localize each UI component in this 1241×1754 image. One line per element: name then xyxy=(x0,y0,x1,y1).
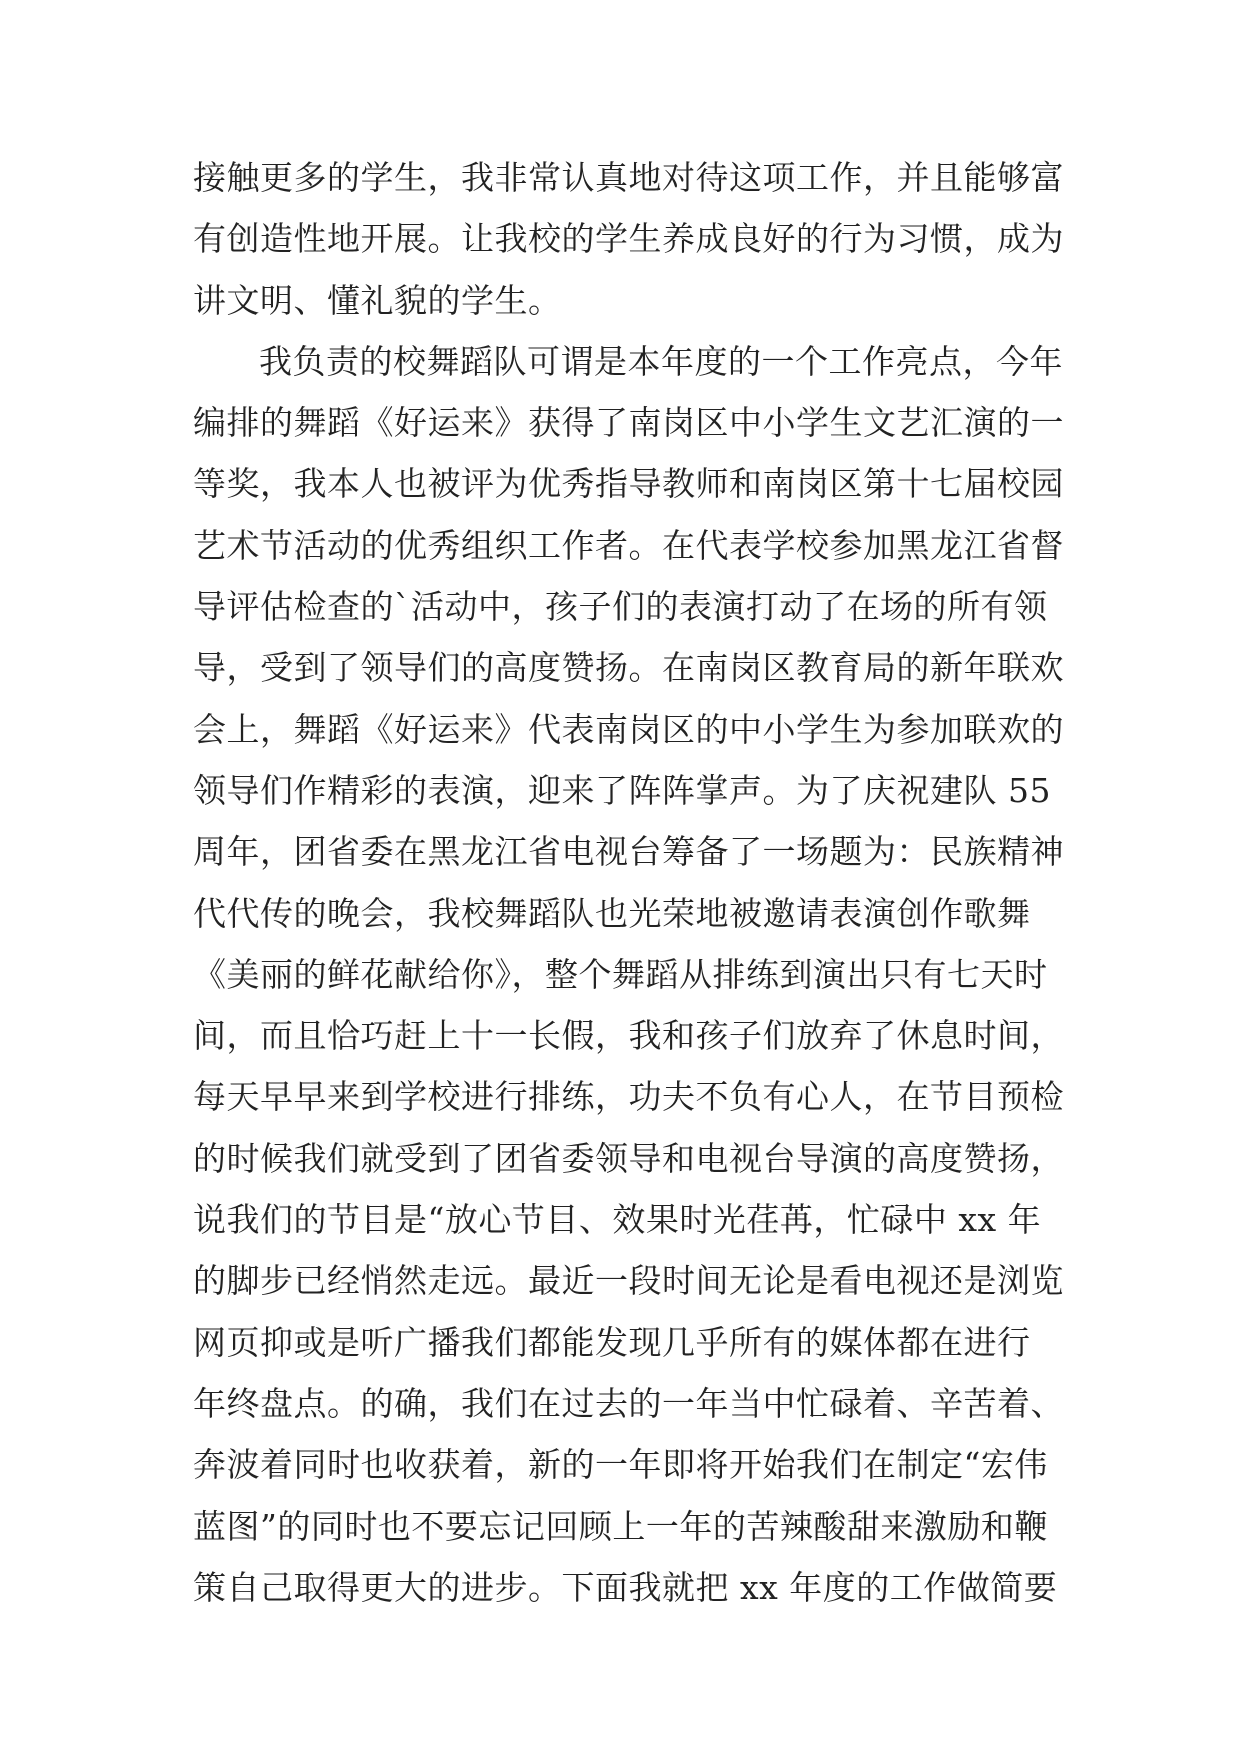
text-line: 导评估检查的`活动中，孩子们的表演打动了在场的所有领 xyxy=(193,587,1048,627)
text-line: 讲文明、懂礼貌的学生。 xyxy=(193,280,562,320)
text-line: 代代传的晚会，我校舞蹈队也光荣地被邀请表演创作歌舞 xyxy=(193,893,1031,933)
text-line: 接触更多的学生，我非常认真地对待这项工作，并且能够富 xyxy=(193,158,1064,197)
text-line: 每天早早来到学校进行排练，功夫不负有心人，在节目预检 xyxy=(193,1077,1064,1117)
body-text xyxy=(193,147,1073,1618)
text-line: 蓝图”的同时也不要忘记回顾上一年的苦辣酸甜来激励和鞭 xyxy=(193,1506,1048,1546)
text-line: 说我们的节目是“放心节目、效果时光荏苒，忙碌中 xx 年 xyxy=(193,1200,1042,1240)
text-line: 策自己取得更大的进步。下面我就把 xx 年度的工作做简要 xyxy=(193,1567,1058,1607)
text-line: 艺术节活动的优秀组织工作者。在代表学校参加黑龙江省督 xyxy=(193,525,1064,565)
text-line: 网页抑或是听广播我们都能发现几乎所有的媒体都在进行 xyxy=(193,1322,1031,1362)
text-line: 编排的舞蹈《好运来》获得了南岗区中小学生文艺汇演的一 xyxy=(193,403,1064,443)
text-line: 周年，团省委在黑龙江省电视台筹备了一场题为：民族精神 xyxy=(193,832,1064,872)
text-line: 导，受到了领导们的高度赞扬。在南岗区教育局的新年联欢 xyxy=(193,648,1064,688)
text-line: 的脚步已经悄然走远。最近一段时间无论是看电视还是浏览 xyxy=(193,1261,1064,1301)
text-line: 等奖，我本人也被评为优秀指导教师和南岗区第十七届校园 xyxy=(193,464,1064,504)
text-line: 《美丽的鲜花献给你》，整个舞蹈从排练到演出只有七天时 xyxy=(193,954,1048,994)
text-line: 会上，舞蹈《好运来》代表南岗区的中小学生为参加联欢的 xyxy=(193,709,1064,749)
text-line: 间，而且恰巧赶上十一长假，我和孩子们放弃了休息时间， xyxy=(193,1016,1064,1056)
paragraph-first-line: 我负责的校舞蹈队可谓是本年度的一个工作亮点，今年 xyxy=(259,341,1063,381)
text-line: 的时候我们就受到了团省委领导和电视台导演的高度赞扬， xyxy=(193,1138,1064,1178)
text-line: 年终盘点。的确，我们在过去的一年当中忙碌着、辛苦着、 xyxy=(193,1383,1064,1423)
text-line: 有创造性地开展。让我校的学生养成良好的行为习惯，成为 xyxy=(193,219,1064,259)
text-line: 奔波着同时也收获着，新的一年即将开始我们在制定“宏伟 xyxy=(193,1445,1048,1485)
text-line: 领导们作精彩的表演，迎来了阵阵掌声。为了庆祝建队 55 xyxy=(193,770,1051,810)
